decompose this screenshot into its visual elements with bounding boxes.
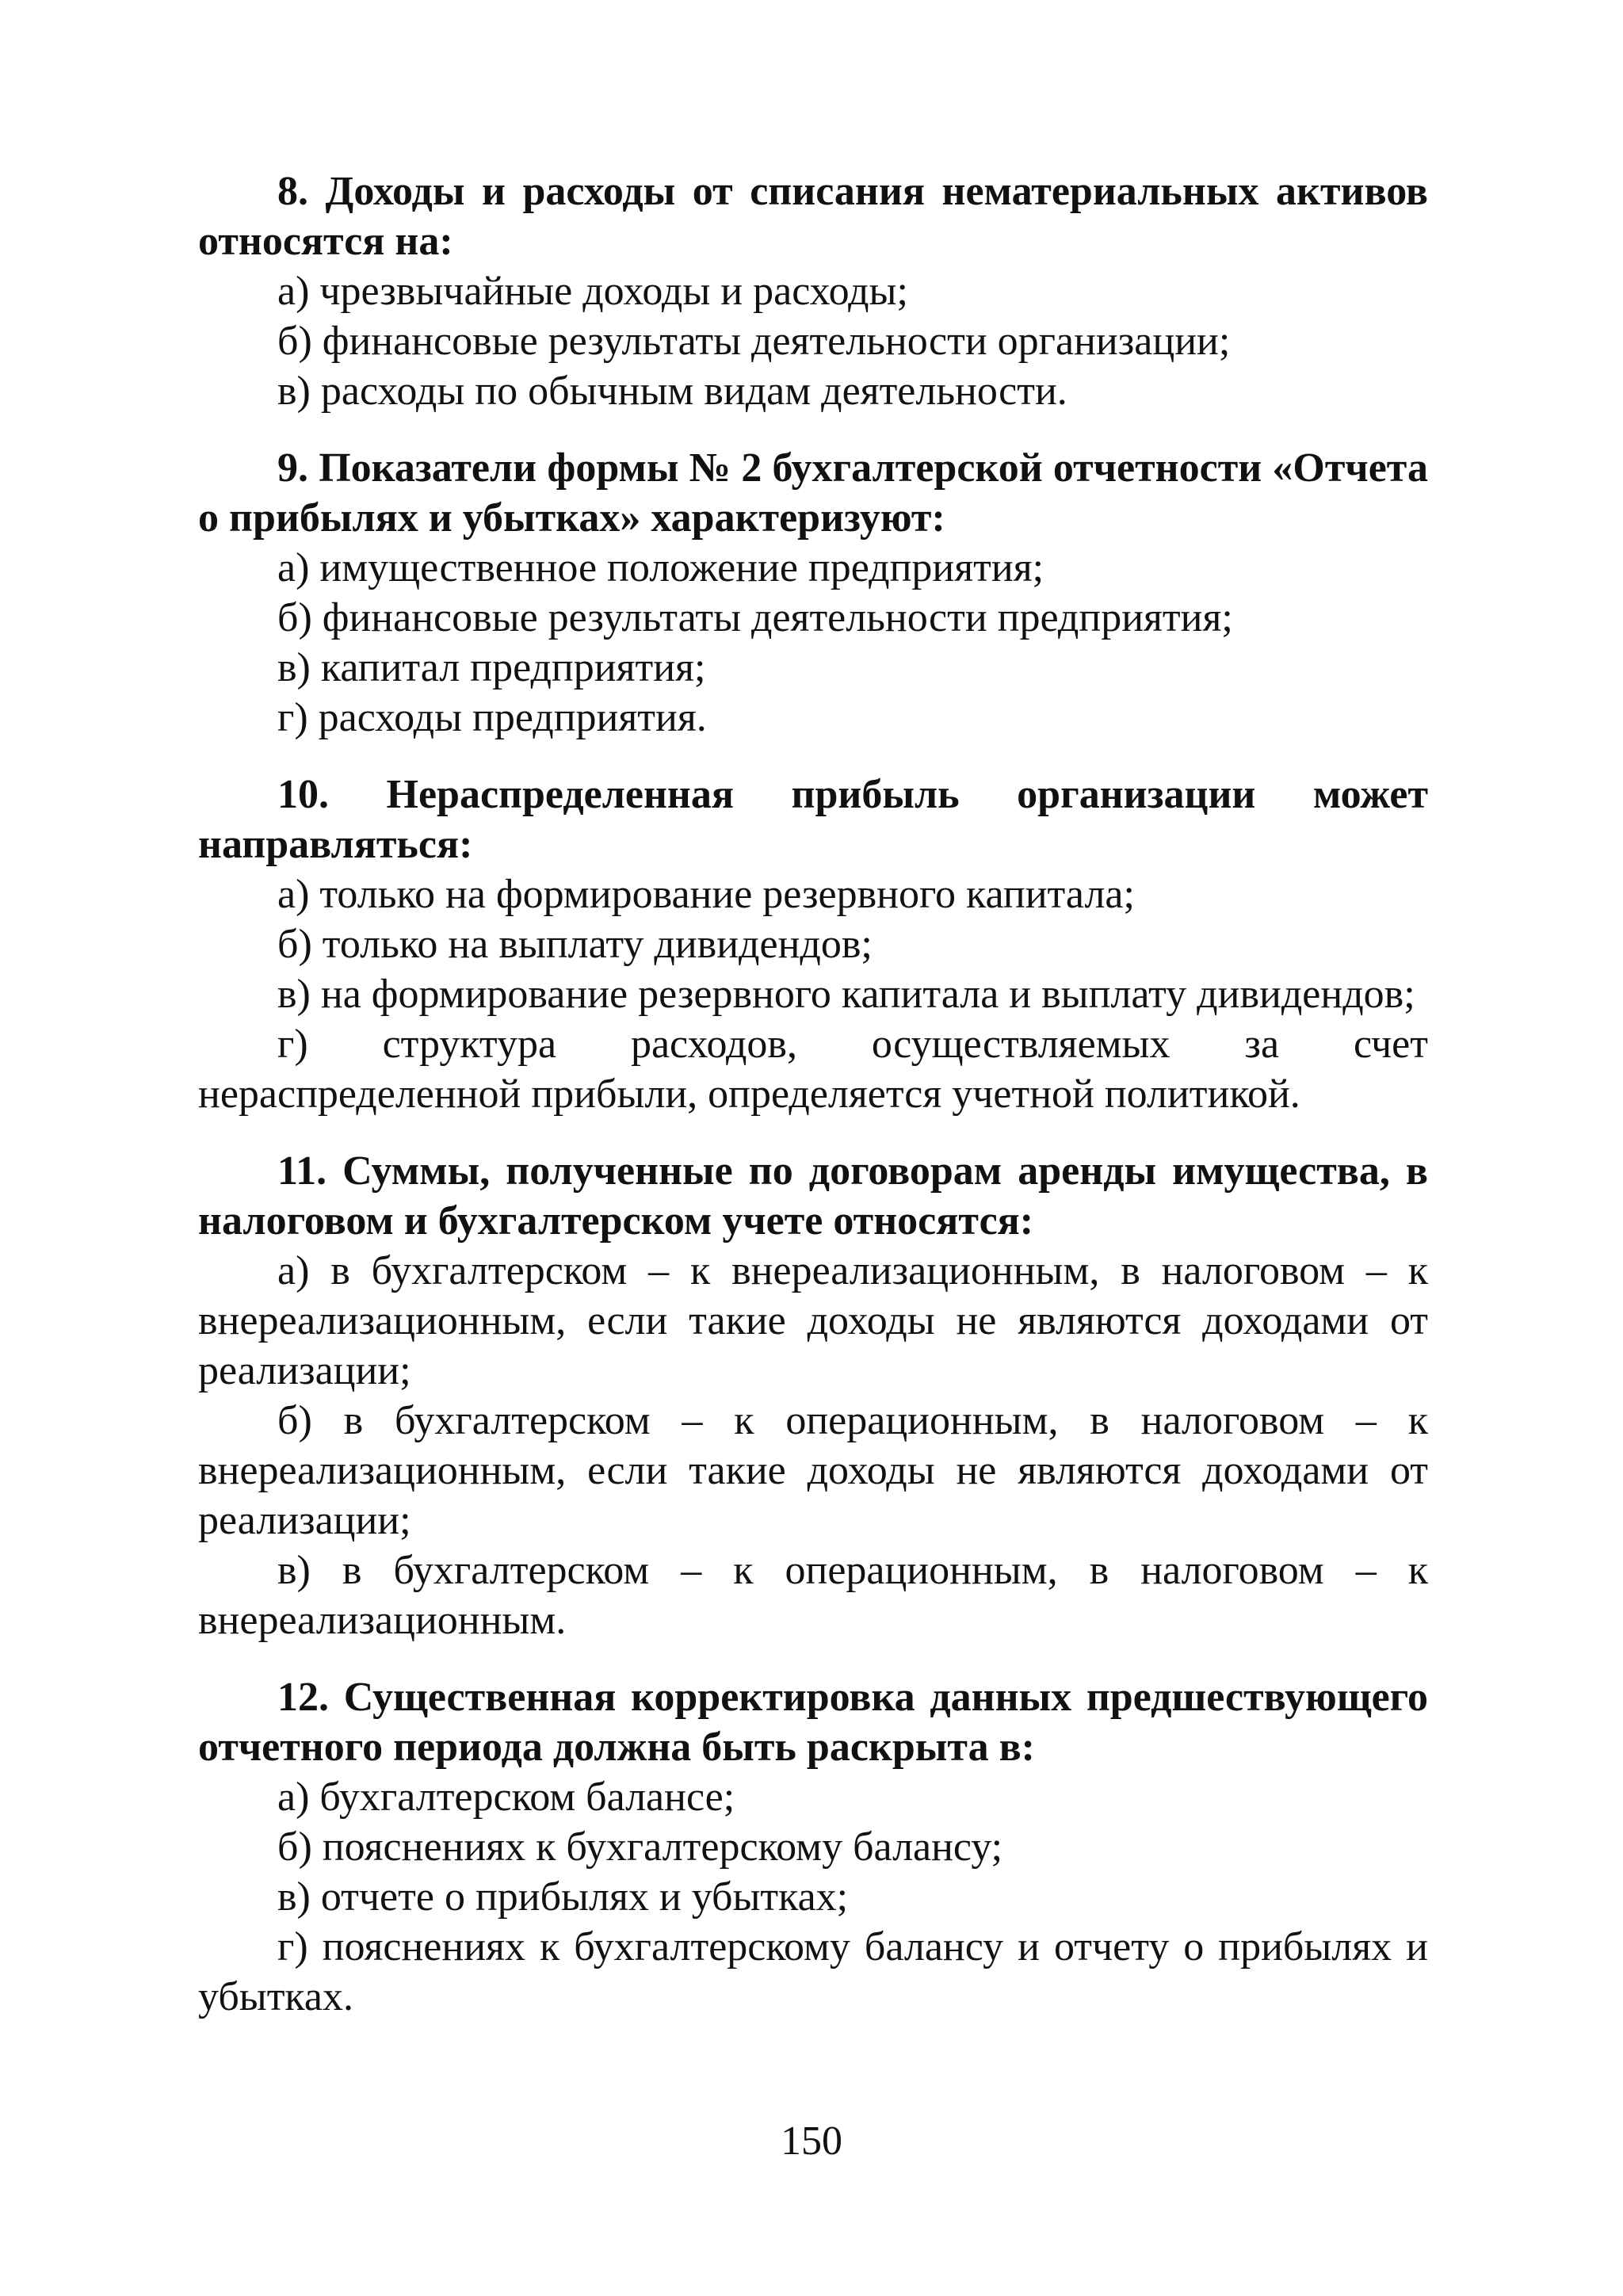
answer-option: г) расходы предприятия. [277, 695, 707, 740]
answer-option: б) финансовые результаты деятельности организации; [277, 319, 1231, 364]
answer-option: в) отчете о прибылях и убытках; [277, 1874, 849, 1920]
answer-option: б) в бухгалтерском – к операционным, в налоговом – к внереализационным, если такие доходы не являются доходами от реализации; [198, 1398, 1428, 1543]
page-number: 150 [781, 2118, 842, 2164]
answer-option: б) финансовые результаты деятельности предприятия; [277, 595, 1233, 640]
answer-option: в) капитал предприятия; [277, 645, 706, 690]
answer-option: а) только на формирование резервного капитала; [277, 872, 1135, 917]
question-8 [198, 166, 1428, 416]
question-title: 8. Доходы и расходы от списания нематериальных активов относятся на: [198, 169, 1428, 264]
answer-option: а) бухгалтерском балансе; [277, 1775, 735, 1820]
question-title: 12. Существенная корректировка данных предшествующего отчетного периода должна быть раскрыта в: [198, 1675, 1428, 1770]
question-title: 9. Показатели формы № 2 бухгалтерской отчетности «Отчета о прибылях и убытках» характеризуют: [198, 445, 1428, 541]
page-body [198, 166, 1428, 2049]
answer-option: в) на формирование резервного капитала и выплату дивидендов; [277, 972, 1415, 1017]
answer-option: б) только на выплату дивидендов; [277, 922, 873, 967]
answer-option: в) в бухгалтерском – к операционным, в налоговом – к внереализационным. [198, 1548, 1428, 1643]
answer-option: а) чрезвычайные доходы и расходы; [277, 269, 908, 314]
question-10 [198, 770, 1428, 1119]
answer-option: б) пояснениях к бухгалтерскому балансу; [277, 1824, 1003, 1870]
question-title: 11. Суммы, полученные по договорам аренды имущества, в налоговом и бухгалтерском учете относятся: [198, 1148, 1428, 1244]
answer-option: г) структура расходов, осуществляемых за счет нераспределенной прибыли, определяется учетной политикой. [198, 1022, 1428, 1117]
question-title: 10. Нераспределенная прибыль организации может направляться: [198, 772, 1428, 867]
question-11 [198, 1146, 1428, 1645]
answer-option: а) в бухгалтерском – к внереализационным, в налоговом – к внереализационным, если такие доходы не являются доходами от реализации; [198, 1248, 1428, 1393]
answer-option: а) имущественное положение предприятия; [277, 545, 1044, 590]
question-9 [198, 443, 1428, 743]
answer-option: г) пояснениях к бухгалтерскому балансу и отчету о прибылях и убытках. [198, 1924, 1428, 2019]
answer-option: в) расходы по обычным видам деятельности. [277, 369, 1067, 414]
question-12 [198, 1672, 1428, 2022]
